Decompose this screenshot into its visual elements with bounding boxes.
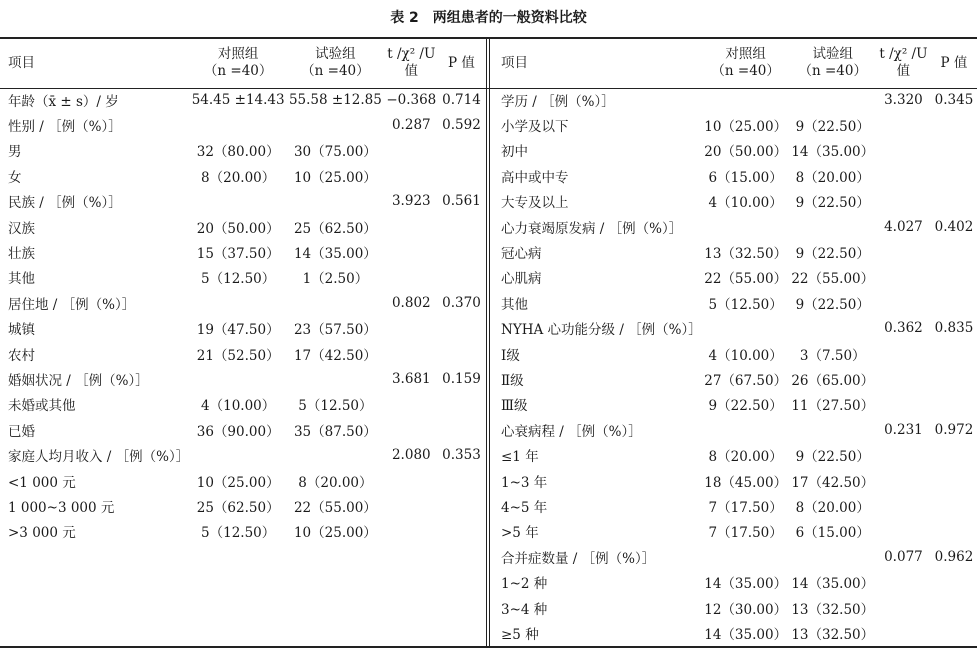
row-p-cell (931, 519, 977, 544)
row-item-cell: 小学及以下 (501, 119, 569, 136)
row-stat-cell (876, 595, 931, 620)
table-row (0, 392, 484, 417)
row-item-cell: 家庭人均月收入 / ［例（%）］ (8, 449, 190, 466)
row-test-cell (790, 417, 876, 442)
row-control-cell: 4（10.00） (201, 398, 276, 415)
row-p-cell (931, 569, 977, 594)
table-row (493, 620, 977, 645)
header-test-n: （n =40） (301, 63, 370, 79)
header-item: 项目 (8, 54, 35, 71)
row-item-cell: 心衰病程 / ［例（%）］ (501, 423, 642, 440)
row-p-cell (439, 239, 484, 264)
table-row (493, 595, 977, 620)
row-p-cell (931, 442, 977, 467)
row-test-cell (287, 290, 384, 315)
table-row (0, 519, 484, 544)
row-control-cell (702, 417, 790, 442)
row-control-cell: 15（37.50） (196, 246, 280, 263)
row-item-cell: 冠心病 (501, 246, 542, 263)
row-stat-cell (384, 417, 439, 442)
row-control-cell: 12（30.00） (704, 601, 788, 618)
row-p-cell (931, 341, 977, 366)
table-row (493, 366, 977, 391)
row-control-cell: 10（25.00） (196, 474, 280, 491)
row-test-cell (790, 87, 876, 112)
row-item-cell: 壮族 (8, 246, 35, 263)
row-control-cell: 10（25.00） (704, 119, 788, 136)
header-test (790, 39, 876, 87)
table-row (0, 112, 484, 137)
row-p-cell (439, 138, 484, 163)
table-row (493, 569, 977, 594)
right-table-body (493, 87, 977, 646)
row-stat-cell (876, 290, 931, 315)
table-row (493, 493, 977, 518)
row-test-cell: 14（35.00） (293, 246, 377, 263)
header-stat: t /χ² /U 值 (879, 46, 928, 79)
row-item-cell: 合并症数量 / ［例（%）］ (501, 550, 656, 567)
row-control-cell: 4（10.00） (708, 347, 783, 364)
row-control-cell (189, 189, 287, 214)
row-test-cell: 10（25.00） (293, 169, 377, 186)
table-title: 表 2 两组患者的一般资料比较 (390, 10, 587, 26)
row-p-cell: 0.592 (442, 117, 481, 134)
row-test-cell: 22（55.00） (791, 271, 875, 288)
row-control-cell: 19（47.50） (196, 322, 280, 339)
row-p-cell: 0.835 (934, 320, 974, 337)
row-p-cell: 0.561 (442, 193, 481, 210)
row-p-cell: 0.714 (442, 91, 481, 108)
row-stat-cell: 0.802 (391, 294, 431, 311)
row-item-cell: Ⅱ级 (501, 372, 524, 389)
header-row (493, 39, 977, 87)
table-row (0, 138, 484, 163)
row-test-cell: 9（22.50） (795, 296, 870, 313)
row-p-cell (931, 595, 977, 620)
row-control-cell: 13（32.50） (704, 246, 788, 263)
row-item-cell: >3 000 元 (8, 525, 76, 542)
row-test-cell: 6（15.00） (795, 525, 870, 542)
row-control-cell: 22（55.00） (704, 271, 788, 288)
row-stat-cell (876, 239, 931, 264)
row-p-cell (931, 189, 977, 214)
row-test-cell: 17（42.50） (791, 474, 875, 491)
row-test-cell: 17（42.50） (293, 347, 377, 364)
row-control-cell: 27（67.50） (704, 372, 788, 389)
row-stat-cell (876, 265, 931, 290)
row-p-cell (931, 112, 977, 137)
row-p-cell (931, 290, 977, 315)
row-item-cell: 3~4 种 (501, 601, 548, 618)
row-stat-cell: 0.231 (884, 421, 923, 438)
table-row (493, 138, 977, 163)
row-item-cell: ≥5 种 (501, 626, 539, 643)
table-row (493, 392, 977, 417)
row-control-cell (189, 366, 287, 391)
header-control-label: 对照组 (725, 46, 766, 62)
row-stat-cell (384, 138, 439, 163)
row-p-cell (931, 138, 977, 163)
row-stat-cell (384, 214, 439, 239)
row-test-cell: 25（62.50） (293, 220, 377, 237)
row-p-cell: 0.402 (934, 218, 974, 235)
table-row (493, 265, 977, 290)
row-control-cell: 14（35.00） (704, 626, 788, 643)
row-stat-cell (876, 366, 931, 391)
table-row (493, 442, 977, 467)
row-test-cell: 9（22.50） (795, 195, 870, 212)
row-control-cell (189, 112, 287, 137)
row-control-cell: 20（50.00） (704, 144, 788, 161)
table-row (493, 316, 977, 341)
row-test-cell (790, 214, 876, 239)
row-item-cell: 女 (8, 169, 22, 186)
row-test-cell: 35（87.50） (293, 423, 377, 440)
row-item-cell: 其他 (8, 271, 35, 288)
row-item-cell: 性别 / ［例（%）］ (8, 119, 122, 136)
row-item-cell: 大专及以上 (501, 195, 569, 212)
row-stat-cell (384, 468, 439, 493)
row-control-cell: 54.45 ±14.43 (191, 91, 285, 108)
row-p-cell (439, 341, 484, 366)
row-p-cell: 0.159 (442, 370, 481, 387)
row-control-cell: 6（15.00） (708, 169, 783, 186)
row-stat-cell (876, 163, 931, 188)
row-item-cell: 已婚 (8, 423, 35, 440)
table-row (0, 468, 484, 493)
row-item-cell: ≤1 年 (501, 449, 539, 466)
row-test-cell: 9（22.50） (795, 246, 870, 263)
row-item-cell: 男 (8, 144, 22, 161)
right-table-half (493, 39, 977, 646)
row-p-cell (439, 519, 484, 544)
table-row (0, 265, 484, 290)
row-test-cell: 10（25.00） (293, 525, 377, 542)
row-control-cell: 8（20.00） (708, 449, 783, 466)
header-test (287, 39, 384, 87)
row-control-cell: 5（12.50） (708, 296, 783, 313)
row-control-cell: 5（12.50） (201, 525, 276, 542)
row-p-cell (931, 493, 977, 518)
row-p-cell (931, 239, 977, 264)
row-item-cell: 其他 (501, 296, 528, 313)
table-row (493, 87, 977, 112)
row-stat-cell (876, 493, 931, 518)
row-control-cell: 7（17.50） (708, 525, 783, 542)
table-row (0, 316, 484, 341)
row-control-cell: 8（20.00） (201, 169, 276, 186)
table-row (493, 544, 977, 569)
row-test-cell: 26（65.00） (791, 372, 875, 389)
row-test-cell: 13（32.50） (791, 626, 875, 643)
row-stat-cell (876, 442, 931, 467)
row-test-cell (790, 544, 876, 569)
row-p-cell (931, 163, 977, 188)
right-table (493, 39, 977, 646)
table-row (493, 341, 977, 366)
row-item-cell: 心力衰竭原发病 / ［例（%）］ (501, 220, 683, 237)
row-p-cell (439, 392, 484, 417)
row-test-cell (790, 316, 876, 341)
row-item-cell: 未婚或其他 (8, 398, 76, 415)
row-item-cell: NYHA 心功能分级 / ［例（%）］ (501, 322, 702, 339)
row-stat-cell (384, 265, 439, 290)
header-p: P 值 (448, 54, 475, 71)
row-item-cell: Ⅰ级 (501, 347, 520, 364)
row-test-cell: 14（35.00） (791, 576, 875, 593)
row-item-cell: 高中或中专 (501, 169, 569, 186)
table-row (493, 214, 977, 239)
table-row (493, 290, 977, 315)
row-control-cell: 4（10.00） (708, 195, 783, 212)
header-test-label: 试验组 (812, 46, 853, 62)
row-control-cell (189, 442, 287, 467)
header-control-label: 对照组 (217, 46, 259, 62)
row-p-cell: 0.962 (934, 548, 974, 565)
row-control-cell: 36（90.00） (196, 423, 280, 440)
row-stat-cell (876, 569, 931, 594)
table-row (493, 112, 977, 137)
row-item-cell: 农村 (8, 347, 35, 364)
row-p-cell (439, 417, 484, 442)
row-stat-cell (384, 239, 439, 264)
row-control-cell: 5（12.50） (201, 271, 276, 288)
row-control-cell: 7（17.50） (708, 499, 783, 516)
row-test-cell: 22（55.00） (293, 499, 377, 516)
row-stat-cell: 0.362 (884, 320, 923, 337)
table-row (0, 417, 484, 442)
row-control-cell (702, 214, 790, 239)
row-p-cell (439, 468, 484, 493)
row-stat-cell (876, 519, 931, 544)
row-p-cell (931, 392, 977, 417)
row-test-cell (287, 442, 384, 467)
row-item-cell: 婚姻状况 / ［例（%）］ (8, 372, 149, 389)
row-item-cell: 年龄（x̄ ± s）/ 岁 (8, 93, 119, 110)
row-test-cell: 3（7.50） (799, 347, 866, 364)
row-stat-cell (876, 138, 931, 163)
row-p-cell: 0.370 (442, 294, 481, 311)
table-row (493, 417, 977, 442)
row-test-cell: 11（27.50） (791, 398, 875, 415)
row-p-cell (931, 468, 977, 493)
row-p-cell: 0.345 (934, 91, 974, 108)
header-control (189, 39, 287, 87)
row-stat-cell (876, 189, 931, 214)
table-row (0, 290, 484, 315)
row-test-cell: 8（20.00） (795, 499, 870, 516)
table-row (0, 163, 484, 188)
row-stat-cell (384, 316, 439, 341)
row-stat-cell (384, 493, 439, 518)
row-item-cell: 心肌病 (501, 271, 542, 288)
row-item-cell: 1~3 年 (501, 474, 548, 491)
row-stat-cell: −0.368 (386, 91, 437, 108)
row-control-cell (702, 544, 790, 569)
row-test-cell: 5（12.50） (298, 398, 373, 415)
row-control-cell: 9（22.50） (708, 398, 783, 415)
row-p-cell (439, 316, 484, 341)
table-row (0, 341, 484, 366)
row-stat-cell (876, 620, 931, 645)
row-control-cell: 20（50.00） (196, 220, 280, 237)
table-row (493, 239, 977, 264)
table-row (493, 189, 977, 214)
header-control-n: （n =40） (203, 63, 273, 79)
table-row (493, 163, 977, 188)
row-p-cell (931, 620, 977, 645)
row-stat-cell (384, 519, 439, 544)
table-row (493, 468, 977, 493)
left-table-body (0, 87, 484, 544)
row-item-cell: 民族 / ［例（%）］ (8, 195, 122, 212)
row-control-cell: 32（80.00） (196, 144, 280, 161)
row-item-cell: <1 000 元 (8, 474, 76, 491)
row-item-cell: 城镇 (8, 322, 35, 339)
header-control (702, 39, 790, 87)
row-p-cell: 0.353 (442, 447, 481, 464)
row-stat-cell (384, 341, 439, 366)
row-stat-cell (876, 341, 931, 366)
row-test-cell: 55.58 ±12.85 (288, 91, 382, 108)
left-table (0, 39, 484, 544)
row-test-cell: 9（22.50） (795, 449, 870, 466)
row-test-cell: 8（20.00） (298, 474, 373, 491)
row-control-cell: 25（62.50） (196, 499, 280, 516)
table-row (0, 239, 484, 264)
table-row (0, 493, 484, 518)
row-stat-cell: 3.681 (391, 370, 431, 387)
header-p: P 值 (940, 54, 968, 71)
row-stat-cell: 3.923 (391, 193, 431, 210)
row-control-cell: 18（45.00） (704, 474, 788, 491)
row-stat-cell (876, 112, 931, 137)
row-p-cell (439, 265, 484, 290)
row-p-cell (439, 493, 484, 518)
row-control-cell (702, 87, 790, 112)
header-test-n: （n =40） (798, 63, 867, 79)
row-test-cell: 1（2.50） (302, 271, 369, 288)
row-stat-cell (384, 163, 439, 188)
row-stat-cell (876, 468, 931, 493)
row-item-cell: Ⅲ级 (501, 398, 528, 415)
row-stat-cell (876, 392, 931, 417)
row-item-cell: 汉族 (8, 220, 35, 237)
row-p-cell: 0.972 (934, 421, 974, 438)
row-test-cell: 8（20.00） (795, 169, 870, 186)
row-item-cell: >5 年 (501, 525, 539, 542)
table-row (493, 519, 977, 544)
row-test-cell: 13（32.50） (791, 601, 875, 618)
row-control-cell (189, 290, 287, 315)
row-item-cell: 1~2 种 (501, 576, 548, 593)
table-row (0, 366, 484, 391)
row-stat-cell: 4.027 (884, 218, 923, 235)
header-test-label: 试验组 (315, 46, 356, 62)
row-item-cell: 居住地 / ［例（%）］ (8, 296, 136, 313)
row-test-cell (287, 189, 384, 214)
row-item-cell: 初中 (501, 144, 528, 161)
table-row (0, 87, 484, 112)
row-test-cell (287, 112, 384, 137)
row-test-cell: 9（22.50） (795, 119, 870, 136)
row-stat-cell: 3.320 (884, 91, 923, 108)
left-table-half (0, 39, 484, 544)
table-row (0, 442, 484, 467)
row-p-cell (439, 214, 484, 239)
row-stat-cell: 0.077 (884, 548, 923, 565)
row-control-cell (702, 316, 790, 341)
row-p-cell (439, 163, 484, 188)
column-divider (486, 39, 488, 647)
header-item: 项目 (501, 54, 528, 71)
header-control-n: （n =40） (711, 63, 780, 79)
row-control-cell: 14（35.00） (704, 576, 788, 593)
table-row (0, 214, 484, 239)
row-item-cell: 1 000~3 000 元 (8, 499, 115, 516)
row-test-cell: 14（35.00） (791, 144, 875, 161)
row-control-cell: 21（52.50） (196, 347, 280, 364)
row-p-cell (931, 265, 977, 290)
row-stat-cell: 0.287 (391, 117, 431, 134)
row-test-cell (287, 366, 384, 391)
row-item-cell: 学历 / ［例（%）］ (501, 93, 615, 110)
row-item-cell: 4~5 年 (501, 499, 548, 516)
row-p-cell (931, 366, 977, 391)
row-test-cell: 23（57.50） (293, 322, 377, 339)
row-stat-cell (384, 392, 439, 417)
header-stat: t /χ² /U 值 (387, 46, 436, 79)
row-stat-cell: 2.080 (391, 447, 431, 464)
table-row (0, 189, 484, 214)
header-row (0, 39, 484, 87)
row-test-cell: 30（75.00） (293, 144, 377, 161)
